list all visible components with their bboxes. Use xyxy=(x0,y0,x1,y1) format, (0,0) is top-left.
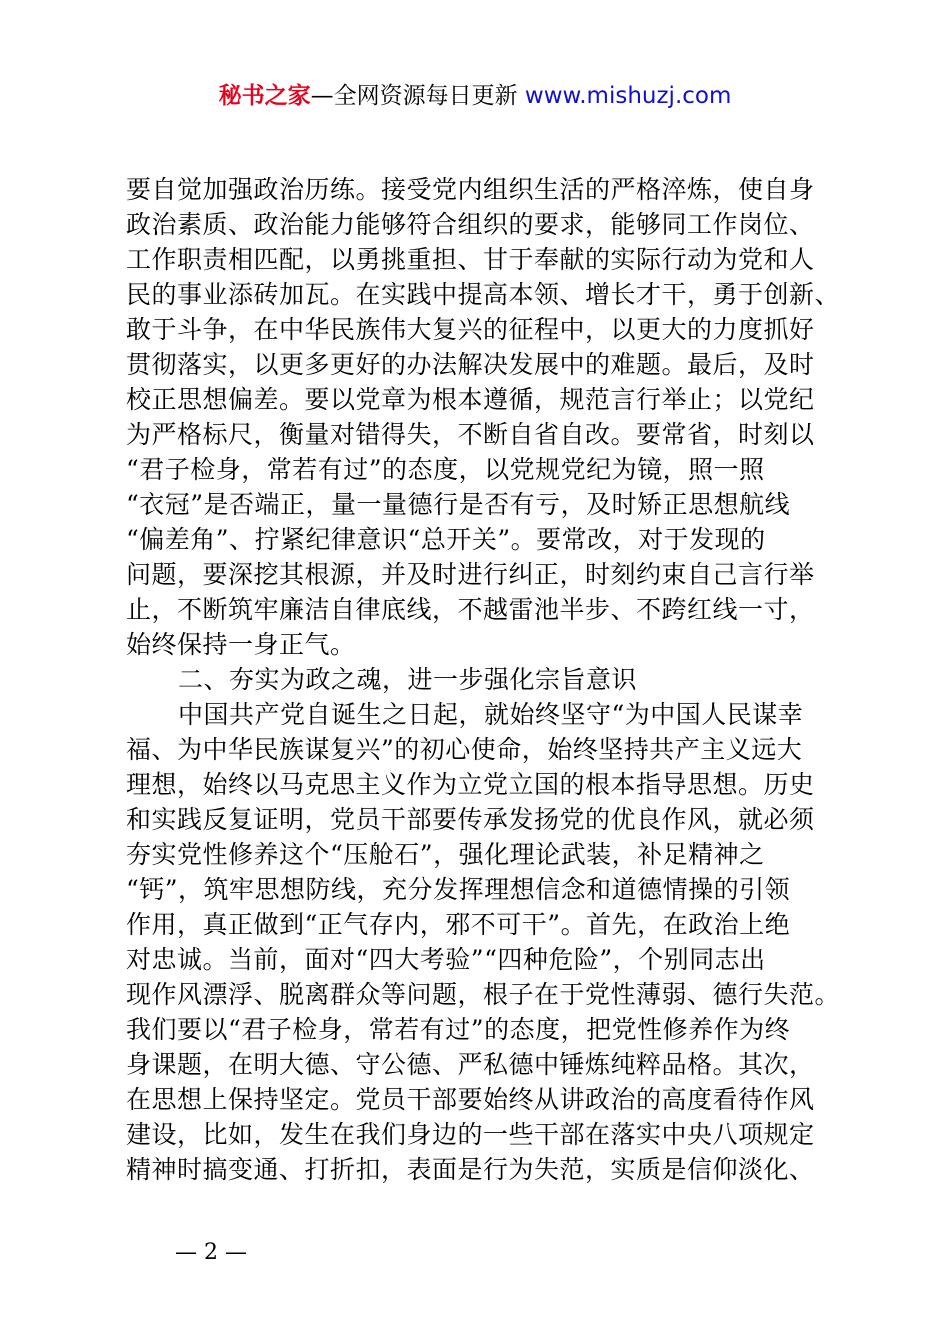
text-line: 民的事业添砖加瓦。在实践中提高本领、增长才干，勇于创新、 xyxy=(126,280,841,309)
text-line: 在思想上保持坚定。党员干部要始终从讲政治的高度看待作风 xyxy=(126,1085,815,1114)
site-name: 秘书之家 xyxy=(218,83,311,109)
page-number: — 2 — xyxy=(175,1240,247,1265)
text-line: “钙”，筑牢思想防线，充分发挥理想信念和道德情操的引领 xyxy=(126,875,791,904)
text-line: 身课题，在明大德、守公德、严私德中锤炼纯粹品格。其次， xyxy=(126,1050,815,1079)
text-line: 止，不断筑牢廉洁自律底线，不越雷池半步、不跨红线一寸， xyxy=(126,595,815,624)
text-line: “君子检身，常若有过”的态度，以党规党纪为镜，照一照 xyxy=(126,455,765,484)
text-line: 作用，真正做到“正气存内，邪不可干”。首先，在政治上绝 xyxy=(126,910,791,939)
text-line: 我们要以“君子检身，常若有过”的态度，把党性修养作为终 xyxy=(126,1015,791,1044)
document-body xyxy=(126,172,841,1187)
text-line: 现作风漂浮、脱离群众等问题，根子在于党性薄弱、德行失范。 xyxy=(126,980,841,1009)
text-line: 中国共产党自诞生之日起，就始终坚守“为中国人民谋幸 xyxy=(178,700,804,729)
text-line: 敢于斗争，在中华民族伟大复兴的征程中，以更大的力度抓好 xyxy=(126,315,815,344)
text-line: “偏差角”、拧紧纪律意识“总开关”。要常改，对于发现的 xyxy=(126,525,766,554)
text-line: 问题，要深挖其根源，并及时进行纠正，时刻约束自己言行举 xyxy=(126,560,815,589)
text-line: 工作职责相匹配，以勇挑重担、甘于奉献的实际行动为党和人 xyxy=(126,245,815,274)
text-line: 和实践反复证明，党员干部要传承发扬党的优良作风，就必须 xyxy=(126,805,815,834)
text-line: 政治素质、政治能力能够符合组织的要求，能够同工作岗位、 xyxy=(126,210,815,239)
text-line: 要自觉加强政治历练。接受党内组织生活的严格淬炼，使自身 xyxy=(126,175,815,204)
section-heading: 二、夯实为政之魂，进一步强化宗旨意识 xyxy=(178,665,638,694)
text-line: 为严格标尺，衡量对错得失，不断自省自改。要常省，时刻以 xyxy=(126,420,815,449)
text-line: 始终保持一身正气。 xyxy=(126,630,356,659)
text-line: 福、为中华民族谋复兴”的初心使命，始终坚持共产主义远大 xyxy=(126,735,803,764)
text-line: 贯彻落实，以更多更好的办法解决发展中的难题。最后，及时 xyxy=(126,350,815,379)
text-line: 精神时搞变通、打折扣，表面是行为失范，实质是信仰淡化、 xyxy=(126,1155,815,1184)
text-line: “衣冠”是否端正，量一量德行是否有亏，及时矫正思想航线 xyxy=(126,490,791,519)
text-line: 建设，比如，发生在我们身边的一些干部在落实中央八项规定 xyxy=(126,1120,815,1149)
text-line: 理想，始终以马克思主义作为立党立国的根本指导思想。历史 xyxy=(126,770,815,799)
site-url[interactable]: www.mishuzj.com xyxy=(524,83,732,109)
text-line: 对忠诚。当前，面对“四大考验”“四种危险”，个别同志出 xyxy=(126,945,766,974)
site-header xyxy=(0,78,950,114)
site-tagline: —全网资源每日更新 xyxy=(310,83,525,109)
text-line: 夯实党性修养这个“压舱石”，强化理论武装，补足精神之 xyxy=(126,840,765,869)
text-line: 校正思想偏差。要以党章为根本遵循，规范言行举止；以党纪 xyxy=(126,385,815,414)
